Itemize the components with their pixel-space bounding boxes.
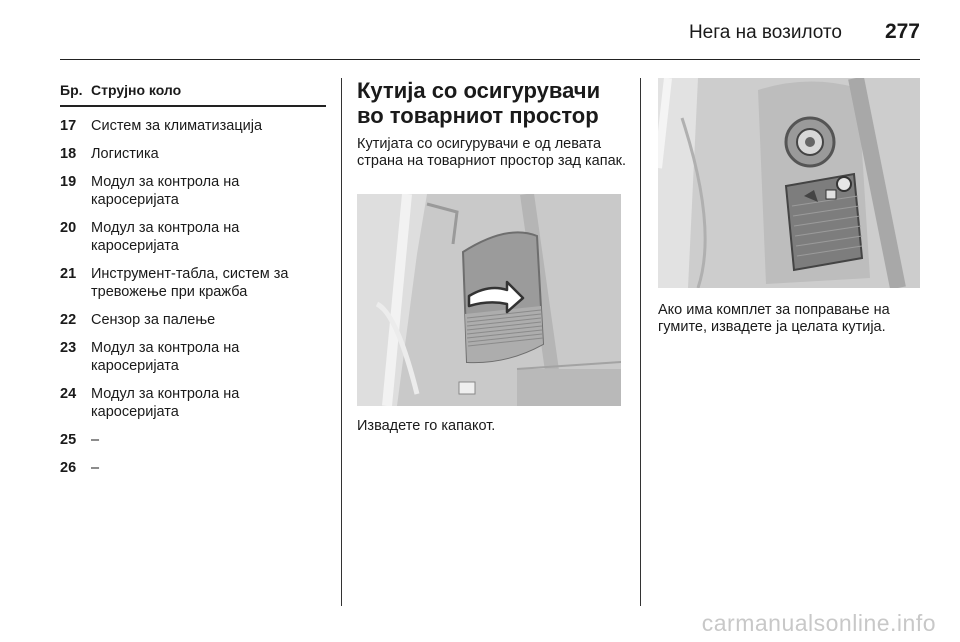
fuse-circuit: Модул за контрола на каросеријата	[91, 220, 240, 254]
table-row	[60, 339, 326, 375]
fuse-circuit: Сензор за палење	[91, 312, 216, 328]
table-row	[60, 311, 326, 329]
fuse-circuit: Логистика	[91, 146, 159, 162]
figure-cargo-cover	[357, 194, 621, 406]
table-row	[60, 265, 326, 301]
fuse-number: 22	[60, 312, 77, 328]
table-row	[60, 145, 326, 163]
fuse-circuit: Модул за контрола на каросеријата	[91, 340, 240, 374]
fuse-number: 20	[60, 220, 77, 236]
fuse-number: 19	[60, 174, 77, 190]
table-row	[60, 219, 326, 255]
fuse-box-illustration	[658, 78, 920, 288]
fuse-number: 23	[60, 340, 77, 356]
fuse-number: 17	[60, 118, 77, 134]
section-column	[357, 78, 627, 170]
fuse-number: 25	[60, 432, 77, 448]
fuse-number: 18	[60, 146, 77, 162]
table-row	[60, 459, 326, 477]
figure-caption-2: Ако има комплет за поправање на гумите, извадете ја целата кутија.	[658, 302, 890, 335]
section-intro: Кутијата со осигурувачи е од левата страна на товарниот простор зад капак.	[357, 136, 627, 169]
figure-fuse-box	[658, 78, 920, 288]
watermark: carmanualsonline.info	[701, 610, 936, 636]
table-row	[60, 431, 326, 449]
column-header-circuit: Струјно коло	[91, 82, 182, 98]
fuse-circuit: Модул за контрола на каросеријата	[91, 174, 240, 208]
table-row	[60, 173, 326, 209]
table-header-row	[60, 78, 326, 107]
header-title: Нега на возилото	[688, 22, 842, 43]
page-number: 277	[884, 20, 920, 43]
fuse-circuit: –	[91, 460, 100, 476]
fuse-circuit: Инструмент-табла, систем за тревожење при кражба	[91, 266, 289, 300]
header-rule	[60, 59, 920, 60]
fuse-number: 21	[60, 266, 77, 282]
fuse-table	[60, 78, 326, 477]
section-title: Кутија со осигурувачи во товарниот простор	[357, 78, 601, 128]
fuse-number: 26	[60, 460, 77, 476]
fuse-circuit: Систем за климатизација	[91, 118, 263, 134]
table-row	[60, 117, 326, 135]
column-header-number: Бр.	[60, 82, 83, 98]
fuse-circuit: –	[91, 432, 100, 448]
column-divider-right	[640, 78, 641, 606]
fuse-circuit: Модул за контрола на каросеријата	[91, 386, 240, 420]
fuse-number: 24	[60, 386, 77, 402]
cargo-trim-illustration	[357, 194, 621, 406]
column-divider-left	[341, 78, 342, 606]
figure-caption-1: Извадете го капакот.	[357, 418, 496, 434]
table-row	[60, 385, 326, 421]
page-header	[60, 0, 920, 60]
